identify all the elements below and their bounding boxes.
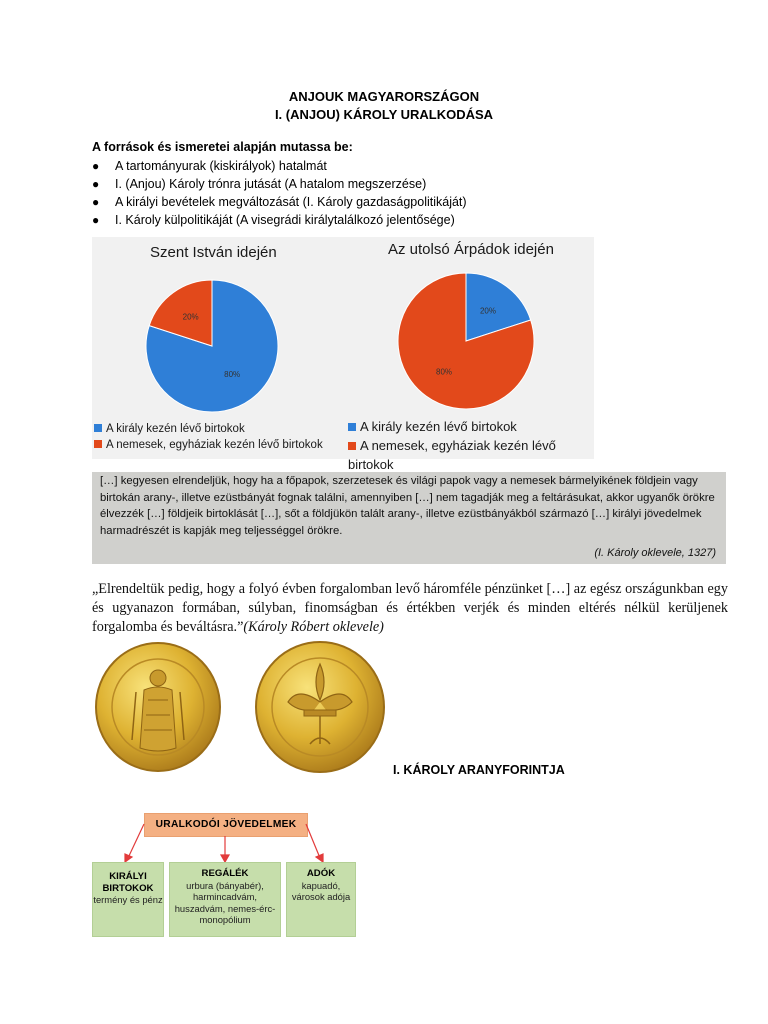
quote-source: (I. Károly oklevele, 1327) — [594, 547, 716, 559]
task-item: ● A királyi bevételek megváltozását (I. Károly gazdaságpolitikáját) — [92, 195, 467, 209]
revenue-box-taxes — [286, 862, 356, 937]
diagram-top-box: URALKODÓI JÖVEDELMEK — [144, 813, 308, 837]
chart-title-right: Az utolsó Árpádok idején — [388, 241, 554, 258]
charter-quote — [92, 580, 728, 637]
revenue-box-desc: kapuadó, városok adója — [291, 879, 351, 902]
coin-obverse — [96, 643, 220, 771]
pie-value-label: 20% — [182, 312, 199, 322]
bullet-icon: ● — [92, 177, 100, 191]
legend-item: A nemesek, egyháziak kezén lévő birtokok — [348, 438, 556, 472]
charter-quote-text: „Elrendeltük pedig, hogy a folyó évben forgalomban levő háromféle pénzünket […] az egész országunkban egy és ugyanazon formában, súlyban, finomságban és értékben verjék és minden eltérés nélkül kerüljenek forgalomba és beváltásra.” — [92, 581, 728, 635]
quote-text: […] kegyesen elrendeljük, hogy ha a főpapok, szerzetesek és világi papok vagy a nemesek bármelyikének földjein vagy birtokán arany-, illetve ezüstbányát fognak találni, amennyiben […] nem tagadják meg a feltárásukat, akkor ugyanők örökre élvezzék […] földjeik birtoklását […], sőt a földjükön talált arany-, illetve ezüstbányákból származó […] királyi jövedelmek harmadrészét is kapják meg teljességgel örökre. — [100, 475, 715, 537]
pie-charts-panel — [92, 237, 594, 472]
pie-chart-left — [146, 280, 278, 412]
legend-swatch-nobles — [94, 440, 102, 448]
coin-reverse — [256, 642, 384, 772]
revenue-box-regalia — [169, 862, 281, 937]
pie-value-label: 80% — [224, 369, 241, 379]
legend-swatch-king — [94, 424, 102, 432]
legend-item: A király kezén lévő birtokok — [348, 417, 594, 436]
revenue-box-head: ADÓK — [306, 868, 336, 879]
source-quote-box — [92, 472, 726, 564]
arrowhead-middle — [221, 855, 229, 862]
arrowhead-left — [125, 854, 132, 862]
charter-quote-source: (Károly Róbert oklevele) — [243, 619, 384, 635]
bullet-icon: ● — [92, 159, 100, 173]
revenue-box-desc: urbura (bányabér), harmincadvám, huszadvám, nemes-érc-monopólium — [174, 879, 276, 925]
revenue-box-head: KIRÁLYI BIRTOKOK — [102, 871, 154, 894]
legend-swatch-king — [348, 423, 356, 431]
revenue-box-desc: termény és pénz — [93, 894, 163, 905]
revenue-box-head: REGÁLÉK — [201, 868, 249, 879]
task-item: ● I. Károly külpolitikáját (A visegrádi királytalálkozó jelentősége) — [92, 213, 455, 227]
chart-title-left: Szent István idején — [150, 244, 277, 261]
pie-chart-right — [398, 273, 534, 409]
pie-value-label: 20% — [479, 306, 496, 316]
gold-florin-image — [92, 640, 392, 775]
legend-left — [94, 421, 323, 453]
legend-item: A király kezén lévő birtokok — [94, 421, 323, 437]
coin-caption: I. KÁROLY ARANYFORINTJA — [393, 763, 565, 777]
legend-item: A nemesek, egyháziak kezén lévő birtokok — [94, 437, 323, 453]
arrow-left — [128, 824, 144, 858]
page-title: ANJOUK MAGYARORSZÁGON — [288, 89, 480, 104]
bullet-icon: ● — [92, 195, 100, 209]
task-item: ● I. (Anjou) Károly trónra jutását (A hatalom megszerzése) — [92, 177, 427, 191]
royal-revenue-diagram — [92, 808, 362, 938]
task-item: ● A tartományurak (kiskirályok) hatalmát — [92, 159, 327, 173]
legend-swatch-nobles — [348, 442, 356, 450]
task-intro: A források és ismeretei alapján mutassa be: — [92, 140, 353, 154]
pie-value-label: 80% — [436, 367, 453, 377]
task-list — [92, 157, 467, 229]
page-subtitle: I. (ANJOU) KÁROLY URALKODÁSA — [274, 107, 494, 122]
legend-right — [348, 417, 594, 472]
arrowhead-right — [316, 854, 323, 862]
diagram-arrows — [92, 808, 362, 864]
bullet-icon: ● — [92, 213, 100, 227]
arrow-right — [306, 824, 320, 858]
revenue-box-estates — [92, 862, 164, 937]
